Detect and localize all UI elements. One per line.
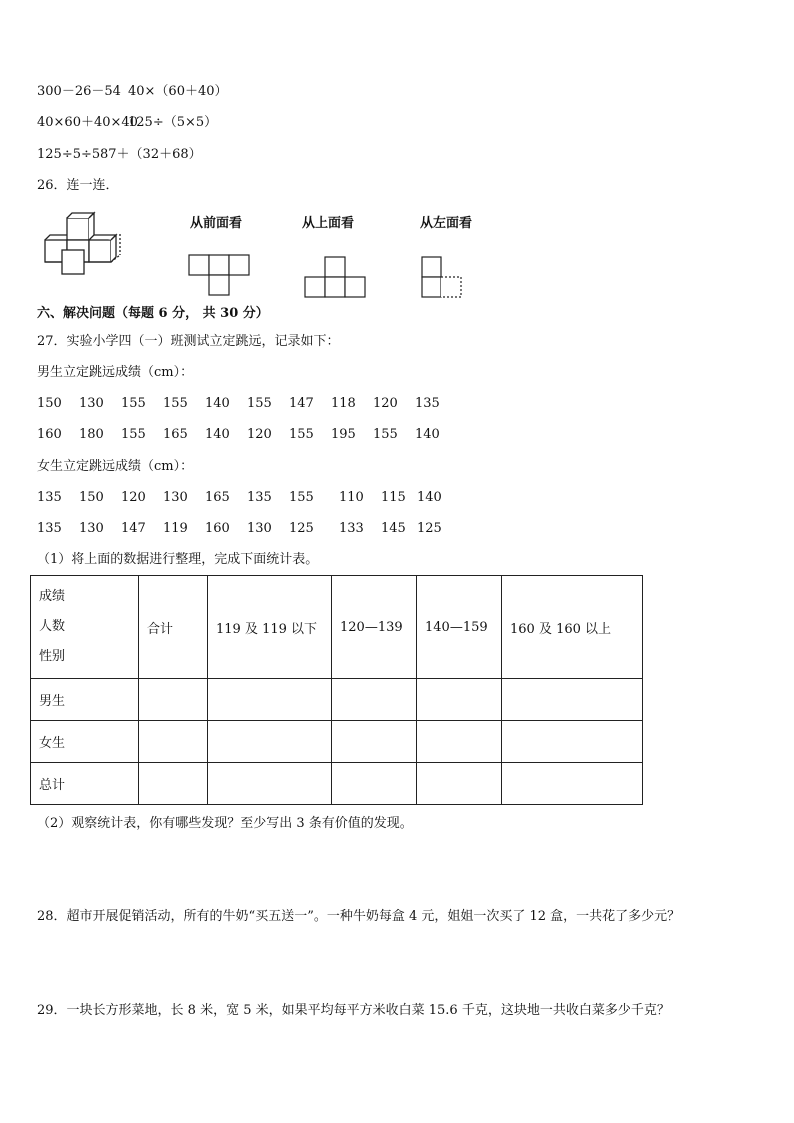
column-header: 119 及 119 以下 bbox=[208, 576, 332, 679]
answer-cell[interactable] bbox=[502, 679, 643, 721]
score-value: 165 bbox=[205, 490, 230, 505]
answer-cell[interactable] bbox=[502, 763, 643, 805]
score-value: 155 bbox=[373, 427, 398, 442]
calc-expression: 87＋（32＋68） bbox=[100, 147, 202, 162]
score-value: 155 bbox=[121, 427, 146, 442]
score-value: 150 bbox=[79, 490, 104, 505]
row-header: 总计 bbox=[31, 763, 139, 805]
question-28: 28．超市开展促销活动，所有的牛奶“买五送一”。一种牛奶每盒 4 元，姐姐一次买了 12 盒，一共花了多少元？ bbox=[37, 909, 681, 924]
score-value: 160 bbox=[205, 521, 230, 536]
calc-row-1 bbox=[37, 84, 228, 100]
score-value: 130 bbox=[163, 490, 188, 505]
calc-expression: 300－26－54 bbox=[37, 84, 121, 99]
score-value: 145 bbox=[381, 521, 406, 536]
score-value: 180 bbox=[79, 427, 104, 442]
score-value: 140 bbox=[205, 396, 230, 411]
score-value: 155 bbox=[289, 427, 314, 442]
score-value: 155 bbox=[121, 396, 146, 411]
score-value: 155 bbox=[247, 396, 272, 411]
answer-cell[interactable] bbox=[417, 679, 502, 721]
score-value: 120 bbox=[121, 490, 146, 505]
calc-expression: 40×60＋40×40 bbox=[37, 115, 138, 130]
column-header: 140—159 bbox=[417, 576, 502, 679]
row-header: 男生 bbox=[31, 679, 139, 721]
left-view-shape bbox=[421, 256, 465, 302]
score-value: 130 bbox=[247, 521, 272, 536]
calc-row-2 bbox=[37, 115, 217, 131]
calc-row-3 bbox=[37, 147, 202, 163]
answer-cell[interactable] bbox=[332, 721, 417, 763]
score-value: 118 bbox=[331, 396, 356, 411]
calc-expression: 125÷（5×5） bbox=[128, 115, 218, 130]
score-value: 140 bbox=[205, 427, 230, 442]
answer-cell[interactable] bbox=[417, 763, 502, 805]
score-value: 147 bbox=[289, 396, 314, 411]
section-6-title: 六、解决问题（每题 6 分， 共 30 分） bbox=[37, 306, 269, 321]
table-row bbox=[31, 721, 643, 763]
score-value: 155 bbox=[163, 396, 188, 411]
score-value: 120 bbox=[247, 427, 272, 442]
table-row bbox=[31, 679, 643, 721]
column-header: 160 及 160 以上 bbox=[502, 576, 643, 679]
column-header: 120—139 bbox=[332, 576, 417, 679]
score-value: 135 bbox=[247, 490, 272, 505]
table-header-row bbox=[31, 576, 643, 679]
question-27-part-2: （2）观察统计表，你有哪些发现？至少写出 3 条有价值的发现。 bbox=[37, 816, 413, 831]
left-view-label: 从左面看 bbox=[420, 216, 473, 231]
corner-label: 性别 bbox=[39, 649, 66, 664]
answer-cell[interactable] bbox=[208, 679, 332, 721]
score-value: 160 bbox=[37, 427, 62, 442]
girls-data-label: 女生立定跳远成绩（cm）： bbox=[37, 459, 194, 474]
score-value: 195 bbox=[331, 427, 356, 442]
score-value: 130 bbox=[79, 521, 104, 536]
calc-expression: 125÷5÷5 bbox=[37, 147, 101, 162]
answer-cell[interactable] bbox=[139, 679, 208, 721]
top-view-shape bbox=[304, 256, 368, 302]
score-value: 125 bbox=[289, 521, 314, 536]
question-29: 29．一块长方形菜地，长 8 米，宽 5 米，如果平均每平方米收白菜 15.6 千克，这块地一共收白菜多少千克？ bbox=[37, 1003, 670, 1018]
score-value: 135 bbox=[37, 521, 62, 536]
answer-cell[interactable] bbox=[502, 721, 643, 763]
score-value: 120 bbox=[373, 396, 398, 411]
boys-data-label: 男生立定跳远成绩（cm）： bbox=[37, 365, 194, 380]
answer-cell[interactable] bbox=[139, 763, 208, 805]
score-value: 155 bbox=[289, 490, 314, 505]
score-value: 147 bbox=[121, 521, 146, 536]
answer-cell[interactable] bbox=[139, 721, 208, 763]
score-value: 135 bbox=[37, 490, 62, 505]
column-header: 合计 bbox=[139, 576, 208, 679]
answer-cell[interactable] bbox=[332, 763, 417, 805]
answer-cell[interactable] bbox=[208, 721, 332, 763]
answer-cell[interactable] bbox=[417, 721, 502, 763]
corner-label: 人数 bbox=[39, 619, 66, 634]
answer-cell[interactable] bbox=[208, 763, 332, 805]
score-value: 133 bbox=[339, 521, 364, 536]
front-view-label: 从前面看 bbox=[190, 216, 243, 231]
table-row bbox=[31, 763, 643, 805]
score-value: 119 bbox=[163, 521, 188, 536]
score-value: 110 bbox=[339, 490, 364, 505]
question-26-title: 26．连一连． bbox=[37, 178, 119, 193]
score-value: 115 bbox=[381, 490, 406, 505]
front-view-shape bbox=[188, 254, 252, 300]
calc-expression: 40×（60＋40） bbox=[128, 84, 228, 99]
score-value: 150 bbox=[37, 396, 62, 411]
top-view-label: 从上面看 bbox=[302, 216, 355, 231]
corner-label: 成绩 bbox=[39, 589, 66, 604]
score-value: 140 bbox=[417, 490, 442, 505]
question-27-intro: 27．实验小学四（一）班测试立定跳远，记录如下： bbox=[37, 334, 340, 349]
score-value: 140 bbox=[415, 427, 440, 442]
answer-cell[interactable] bbox=[332, 679, 417, 721]
table-corner-cell bbox=[31, 576, 139, 679]
statistics-table bbox=[30, 575, 643, 805]
row-header: 女生 bbox=[31, 721, 139, 763]
score-value: 125 bbox=[417, 521, 442, 536]
cube-solid-figure bbox=[40, 210, 130, 280]
score-value: 130 bbox=[79, 396, 104, 411]
score-value: 135 bbox=[415, 396, 440, 411]
question-27-part-1: （1）将上面的数据进行整理，完成下面统计表。 bbox=[37, 552, 319, 567]
score-value: 165 bbox=[163, 427, 188, 442]
